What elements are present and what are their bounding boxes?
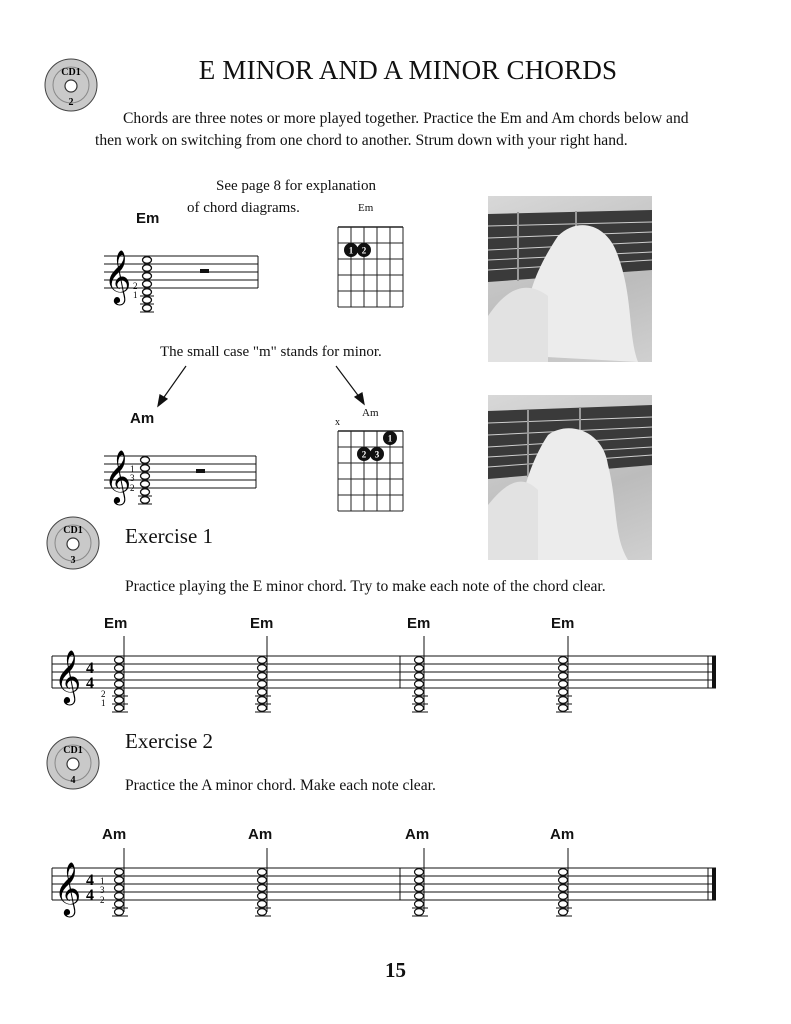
staff-fingering: 1 [133, 290, 138, 300]
chord-stack [556, 636, 572, 712]
staff-fingering: 2 [100, 895, 105, 905]
am-chord-photo [488, 395, 652, 560]
staff-fingering: 3 [100, 885, 105, 895]
exercise2-heading: Exercise 2 [125, 729, 214, 753]
finger-number: 2 [361, 449, 367, 460]
treble-clef-icon: 𝄞 [104, 251, 132, 302]
am-diagram-label: Am [362, 407, 379, 419]
cd-track-badge [46, 516, 100, 570]
staff-fingering: 1 [100, 876, 105, 886]
exercise1-staff [48, 632, 724, 722]
exercise1-instruction: Practice playing the E minor chord. Try to make each note of the chord clear. [125, 578, 606, 595]
lowercase-m-note: The small case "m" stands for minor. [160, 344, 382, 360]
em-chord-photo [488, 196, 652, 362]
staff-fingering: 1 [130, 464, 135, 474]
cd-disc-label: CD1 [61, 67, 81, 78]
chord-symbol: Em [104, 615, 128, 632]
chord-symbol: Em [551, 615, 575, 632]
whole-rest-icon [196, 469, 205, 473]
time-signature-bottom: 4 [86, 887, 94, 904]
chord-stack [556, 848, 572, 916]
chord-stack [255, 848, 271, 916]
exercise2-instruction: Practice the A minor chord. Make each note clear. [125, 777, 436, 794]
chord-symbol: Em [407, 615, 431, 632]
intro-text: Chords are three notes or more played together. Practice the Em and Am chords below and then work on switching from one chord to another. Strum down with your right hand. [95, 110, 689, 149]
page-number: 15 [385, 958, 406, 982]
chord-symbol: Am [248, 826, 273, 843]
finger-number: 1 [387, 433, 393, 444]
time-signature-top: 4 [86, 660, 94, 677]
em-chord-name: Em [136, 210, 160, 227]
diagram-note-line2: of chord diagrams. [187, 200, 300, 216]
finger-number: 1 [348, 245, 354, 256]
am-chord-diagram [335, 428, 411, 514]
em-chord-diagram [335, 224, 411, 310]
chord-stack [412, 636, 428, 712]
whole-rest-icon [200, 269, 209, 273]
cd-track-badge [46, 736, 100, 790]
em-chord-staff [100, 236, 262, 320]
final-barline [712, 656, 716, 688]
exercise2-staff [48, 846, 724, 930]
staff-fingering: 2 [101, 689, 106, 699]
muted-string-marker: x [335, 417, 340, 428]
page-title: E MINOR AND A MINOR CHORDS [198, 55, 618, 85]
diagram-note-line1: See page 8 for explanation [216, 178, 376, 194]
chord-symbol: Am [102, 826, 127, 843]
chord-symbol: Am [405, 826, 430, 843]
am-chord-name: Am [130, 410, 155, 427]
em-diagram-label: Em [358, 202, 374, 214]
chord-stack [255, 636, 271, 712]
chord-stack [112, 848, 128, 916]
treble-clef-icon: 𝄞 [54, 651, 82, 702]
am-chord-staff [100, 436, 262, 520]
cd-disc-label: CD1 [63, 525, 83, 536]
intro-paragraph [95, 108, 705, 152]
treble-clef-icon: 𝄞 [104, 451, 132, 502]
cd-track-number: 4 [70, 775, 76, 786]
cd-track-number: 3 [70, 555, 76, 566]
treble-clef-icon: 𝄞 [54, 863, 82, 914]
staff-fingering: 3 [130, 473, 135, 483]
staff-fingering: 2 [130, 483, 135, 493]
cd-track-badge [44, 58, 98, 112]
time-signature-bottom: 4 [86, 675, 94, 692]
time-signature-top: 4 [86, 872, 94, 889]
cd-disc-label: CD1 [63, 745, 83, 756]
exercise1-heading: Exercise 1 [125, 524, 214, 548]
staff-fingering: 1 [101, 698, 106, 708]
chord-symbol: Em [250, 615, 274, 632]
finger-number: 2 [361, 245, 367, 256]
finger-number: 3 [374, 449, 380, 460]
final-barline [712, 868, 716, 900]
chord-symbol: Am [550, 826, 575, 843]
cd-track-number: 2 [68, 97, 74, 108]
chord-stack [112, 636, 128, 712]
staff-fingering: 2 [133, 281, 138, 291]
pointer-arrows [150, 362, 380, 412]
chord-stack [412, 848, 428, 916]
